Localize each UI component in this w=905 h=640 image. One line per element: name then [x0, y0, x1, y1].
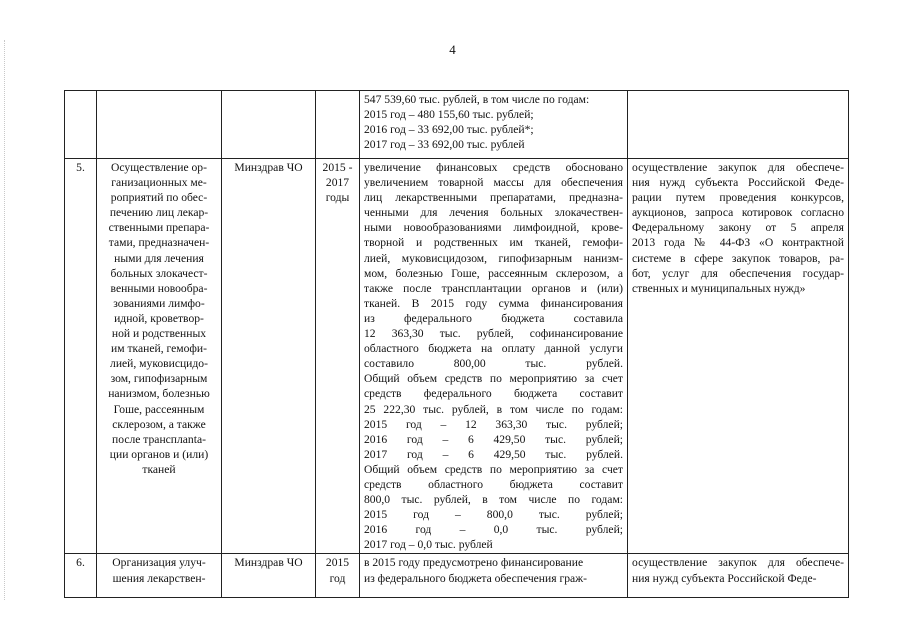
executor-text: Минздрав ЧО: [234, 161, 303, 174]
mechanism-line: аукционов, запроса котировок согласно: [632, 206, 844, 220]
program-measures-table: [64, 90, 849, 598]
measure-name-line: лией, муковисцидо-: [110, 357, 208, 371]
row-number: 5.: [76, 161, 85, 174]
measure-name-line: печению лиц лекар-: [109, 206, 209, 220]
cell-expected-result: [360, 554, 628, 598]
result-line: тканей. В 2015 году сумма финансирования: [364, 296, 623, 310]
result-line: мом, болезнью Гоше, рассеянным склерозом, а: [364, 266, 623, 280]
measure-name-line: зованиями лимфо-: [113, 296, 205, 310]
measure-name-line: Организация улуч-: [112, 556, 206, 570]
result-line: 2015 год – 12 363,30 тыс. рублей;: [364, 417, 623, 431]
cell-executor: [222, 91, 316, 159]
result-line: 2015 год – 800,0 тыс. рублей;: [364, 508, 623, 522]
result-line: 2016 год – 33 692,00 тыс. рублей*;: [364, 123, 534, 137]
mechanism-line: ственных и муниципальных нужд»: [632, 281, 806, 295]
result-line: лиц лекарственными препаратами, предназна-: [364, 191, 623, 205]
result-line: областного бюджета на оплату данной услуги: [364, 342, 623, 356]
measure-name-line: ственными препара-: [108, 221, 210, 235]
page-number: 4: [449, 42, 456, 57]
measure-name-line: нанизмом, болезнью: [108, 387, 210, 401]
cell-term: [316, 91, 360, 159]
measure-name-line: Гоше, рассеянным: [113, 402, 205, 416]
measure-name-line: ной и родственных: [111, 327, 207, 341]
result-line: творной и родственных им тканей, гемофи-: [364, 236, 623, 250]
cell-executor: [222, 159, 316, 554]
result-line: 2015 год – 480 155,60 тыс. рублей;: [364, 108, 534, 122]
result-line: в 2015 году предусмотрено финансирование: [364, 556, 584, 570]
result-line: Общий объем средств по мероприятию за счет: [364, 372, 623, 386]
result-line: 2017 год – 0,0 тыс. рублей: [364, 538, 493, 552]
cell-number: [65, 554, 97, 598]
cell-measure-name: [97, 91, 222, 159]
cell-term: [316, 554, 360, 598]
measure-name-line: роприятий по обес-: [110, 191, 208, 205]
measure-name-line: после трансплanta-: [112, 432, 206, 446]
scan-margin-marks: [4, 40, 11, 600]
result-line: 25 222,30 тыс. рублей, в том числе по годам:: [364, 402, 623, 416]
measure-name-line: ции органов и (или): [109, 447, 209, 461]
table-body: [65, 91, 849, 598]
result-line: ными новообразованиями лимфоидной, крове-: [364, 221, 623, 235]
measure-name-line: склерозом, а также: [112, 417, 206, 431]
measure-name-line: шения лекарствен-: [112, 571, 206, 585]
result-line: 12 363,30 тыс. рублей, софинансирование: [364, 327, 623, 341]
cell-expected-result: [360, 91, 628, 159]
result-line: ченными для лечения больных злокачествен-: [364, 206, 623, 220]
result-line: увеличением товарной массы для обеспечения: [364, 176, 623, 190]
executor-text: Минздрав ЧО: [234, 556, 303, 570]
result-line: средств областного бюджета составит: [364, 477, 623, 491]
cell-expected-result: [360, 159, 628, 554]
table-row: [65, 159, 849, 554]
table-row: [65, 91, 849, 159]
term-line: 2015: [325, 556, 350, 570]
table-row: [65, 554, 849, 598]
term-line: год: [329, 571, 346, 585]
measure-name-line: больных злокачест-: [110, 266, 208, 280]
measure-name-line: тами, предназначен-: [108, 236, 210, 250]
mechanism-line: системе в сфере закупок товаров, ра-: [632, 251, 844, 265]
result-line: средств федерального бюджета составит: [364, 387, 623, 401]
measure-name-line: ганизационных ме-: [111, 176, 207, 190]
mechanism-line: осуществление закупок для обеспече-: [632, 556, 844, 570]
mechanism-line: рации путем проведения конкурсов,: [632, 191, 844, 205]
term-line: годы: [325, 191, 350, 205]
mechanism-line: ния нужд субъекта Российской Феде-: [632, 176, 844, 190]
result-line: 2016 год – 6 429,50 тыс. рублей;: [364, 432, 623, 446]
measure-name-line: им тканей, гемофи-: [111, 342, 207, 356]
result-line: из федерального бюджета обеспечения граж-: [364, 571, 588, 585]
term-line: 2017: [325, 176, 350, 190]
cell-executor: [222, 554, 316, 598]
result-line: 800,0 тыс. рублей, в том числе по годам:: [364, 493, 623, 507]
result-line: 2017 год – 33 692,00 тыс. рублей: [364, 138, 525, 152]
result-line: составило 800,00 тыс. рублей.: [364, 357, 623, 371]
result-line: увеличение финансовых средств обосновано: [364, 161, 623, 174]
cell-mechanism: [628, 91, 849, 159]
mechanism-line: ния нужд субъекта Российской Феде-: [632, 571, 817, 585]
cell-number: [65, 91, 97, 159]
row-number: 6.: [76, 556, 85, 570]
cell-mechanism: [628, 159, 849, 554]
result-line: 547 539,60 тыс. рублей, в том числе по годам:: [364, 93, 590, 106]
cell-measure-name: [97, 159, 222, 554]
cell-measure-name: [97, 554, 222, 598]
measure-name-line: зом, гипофизарным: [110, 372, 208, 386]
result-line: 2017 год – 6 429,50 тыс. рублей.: [364, 447, 623, 461]
mechanism-line: Федеральному закону от 5 апреля: [632, 221, 844, 235]
mechanism-line: 2013 года № 44-ФЗ «О контрактной: [632, 236, 844, 250]
cell-term: [316, 159, 360, 554]
measure-name-line: венными новообра-: [110, 281, 208, 295]
mechanism-line: осуществление закупок для обеспече-: [632, 161, 844, 174]
mechanism-line: бот, услуг для обеспечения государ-: [632, 266, 844, 280]
cell-number: [65, 159, 97, 554]
result-line: 2016 год – 0,0 тыс. рублей;: [364, 523, 623, 537]
cell-mechanism: [628, 554, 849, 598]
result-line: лией, муковисцидозом, гипофизарным нанизм-: [364, 251, 623, 265]
measure-name-line: тканей: [142, 462, 176, 476]
result-line: из федерального бюджета составила: [364, 311, 623, 325]
result-line: также после трансплантации органов и (или): [364, 281, 623, 295]
measure-name-line: идной, кроветвор-: [114, 311, 204, 325]
term-line: 2015 -: [322, 161, 353, 174]
result-line: Общий объем средств по мероприятию за счет: [364, 462, 623, 476]
measure-name-line: Осуществление ор-: [111, 161, 207, 174]
measure-name-line: ными для лечения: [114, 251, 204, 265]
